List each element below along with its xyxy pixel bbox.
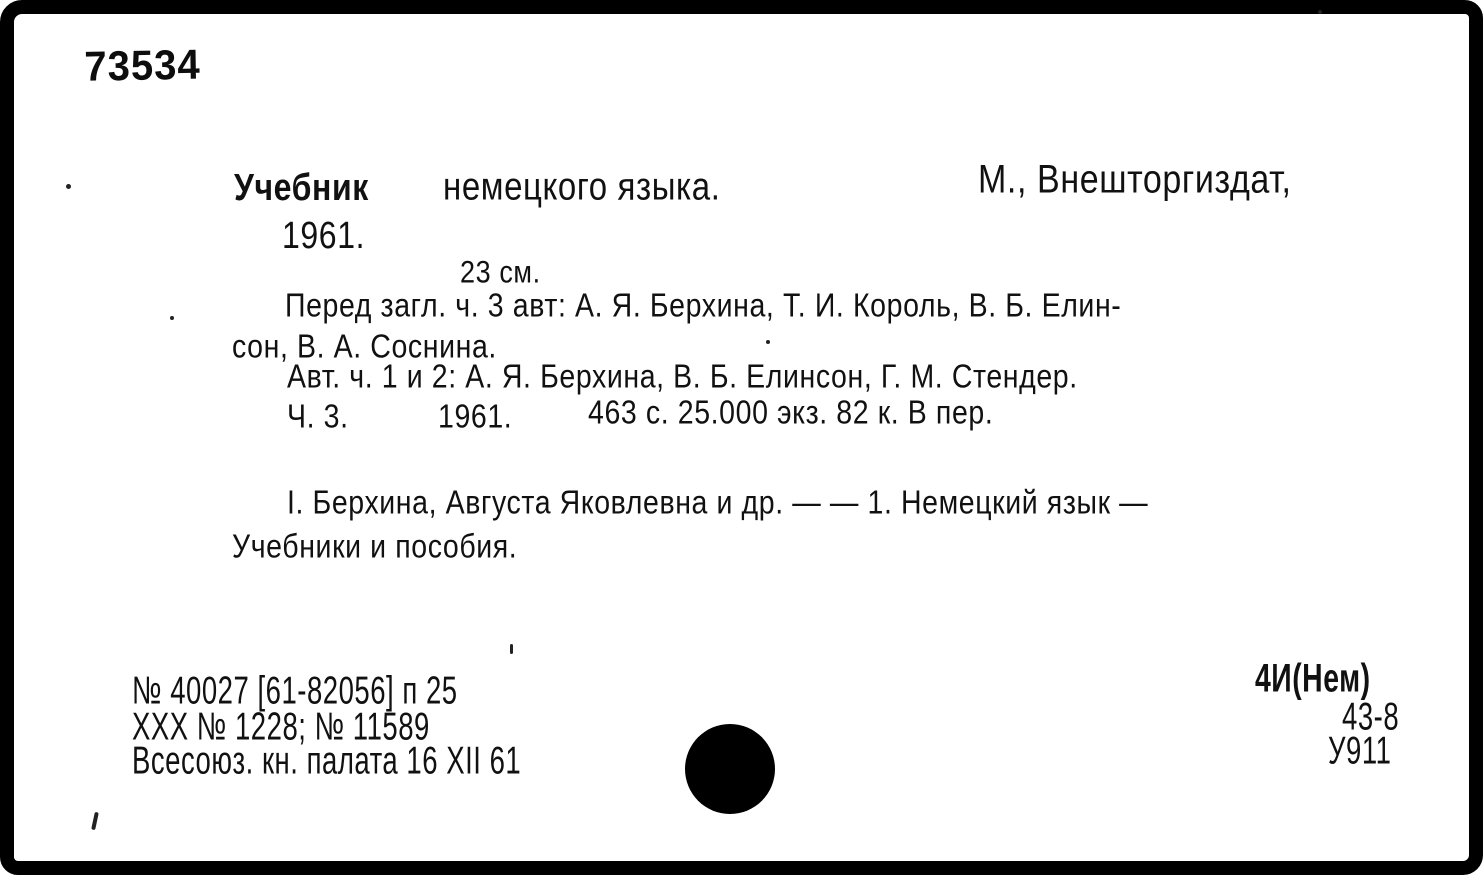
size: 23 см. xyxy=(460,254,541,290)
punch-hole xyxy=(685,724,775,814)
part-details: 463 с. 25.000 экз. 82 к. В пер. xyxy=(588,394,994,432)
speck xyxy=(1318,10,1322,14)
title-bold: Учебник xyxy=(234,166,369,209)
tracings-line-1: I. Берхина, Августа Яковлевна и др. — — 1. Немецкий язык — xyxy=(287,484,1149,522)
tracings-line-2: Учебники и пособия. xyxy=(232,528,518,566)
inventory-number: 73534 xyxy=(84,41,201,91)
speck xyxy=(766,340,770,344)
speck xyxy=(170,316,174,320)
registration-line-1: № 40027 [61-82056] п 25 xyxy=(132,668,458,712)
registration-line-2: XXX № 1228; № 11589 xyxy=(132,704,430,748)
publisher: М., Внешторгиздат, xyxy=(978,157,1292,202)
classification-index: 43-8 xyxy=(1342,694,1400,738)
speck xyxy=(510,644,513,654)
registration-line-3: Всесоюз. кн. палата 16 XII 61 xyxy=(132,738,522,782)
part-label: Ч. 3. xyxy=(287,398,349,436)
part-year: 1961. xyxy=(438,398,513,436)
speck xyxy=(66,184,71,189)
authors-parts: Авт. ч. 1 и 2: А. Я. Берхина, В. Б. Елинсон, Г. М. Стендер. xyxy=(287,358,1078,396)
authors-line-2: сон, В. А. Соснина. xyxy=(232,328,497,366)
authors-line-1: Перед загл. ч. 3 авт: А. Я. Берхина, Т. И. Король, В. Б. Елин- xyxy=(285,287,1122,325)
author-mark: У911 xyxy=(1328,728,1392,772)
classification-code: 4И(Нем) xyxy=(1255,655,1371,701)
year: 1961. xyxy=(282,214,366,257)
title-rest: немецкого языка. xyxy=(443,164,721,208)
